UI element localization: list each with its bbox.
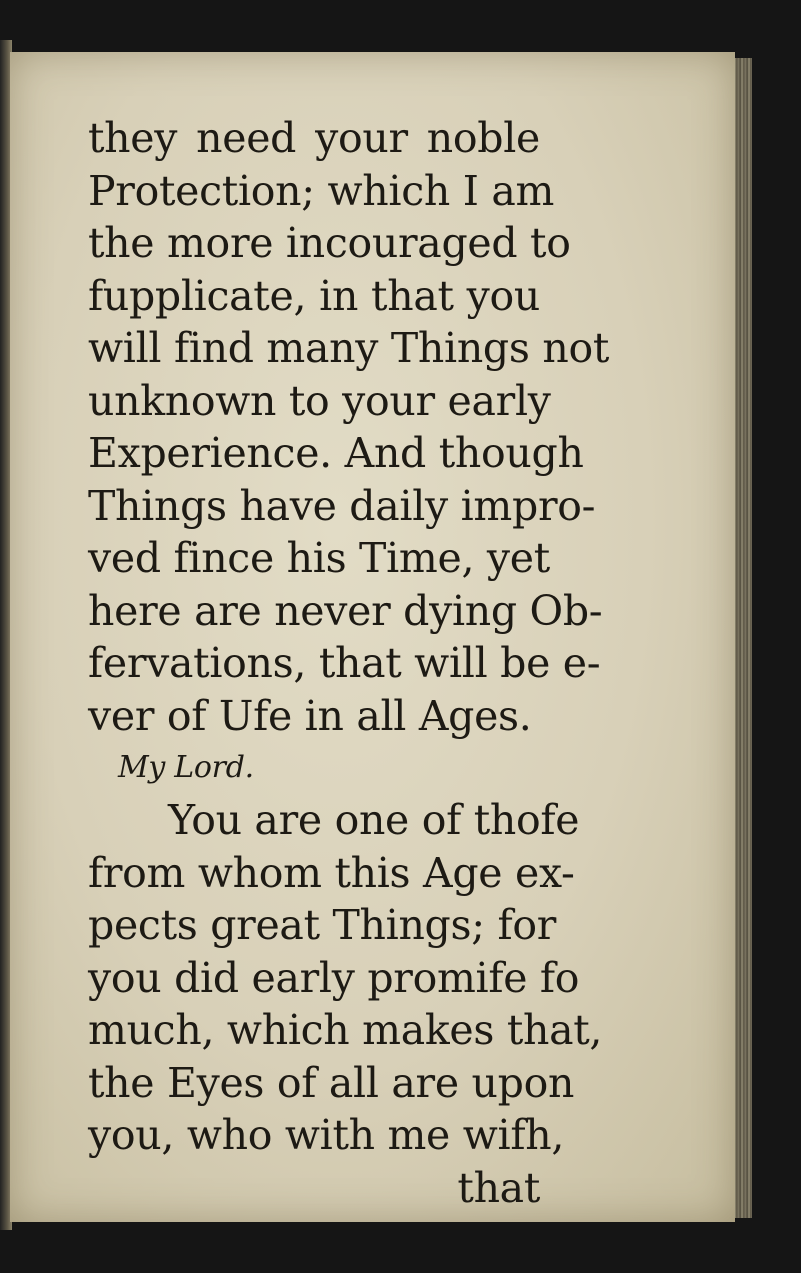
text-line: ved fince his Time, yet	[88, 534, 550, 582]
text-line: Things have daily impro-	[88, 481, 596, 530]
text-line: fervations, that will be e-	[88, 639, 601, 687]
text-line: here are never dying Ob-	[88, 586, 603, 635]
text-line: from whom this Age ex-	[88, 848, 575, 897]
text-line: You are one of thofe	[168, 796, 580, 844]
text-line: much, which makes that,	[88, 1006, 603, 1054]
page-text	[88, 112, 610, 1214]
text-line: they need your noble	[88, 114, 540, 162]
text-line: will find many Things not	[88, 324, 610, 372]
text-line: you, who with me wifh,	[88, 1111, 565, 1159]
catchword: that	[457, 1163, 540, 1212]
text-line: pects great Things; for	[88, 901, 557, 949]
salutation: My Lord.	[118, 750, 254, 785]
text-line: Protection; which I am	[88, 166, 555, 215]
text-line: unknown to your early	[88, 376, 551, 425]
text-line: fupplicate, in that you	[88, 271, 540, 320]
text-line: the Eyes of all are upon	[88, 1058, 575, 1107]
text-line: the more incouraged to	[88, 219, 571, 267]
text-line: ver of Ufe in all Ages.	[88, 691, 532, 740]
text-line: Experience. And though	[88, 429, 584, 477]
text-line: you did early promife fo	[88, 953, 580, 1002]
